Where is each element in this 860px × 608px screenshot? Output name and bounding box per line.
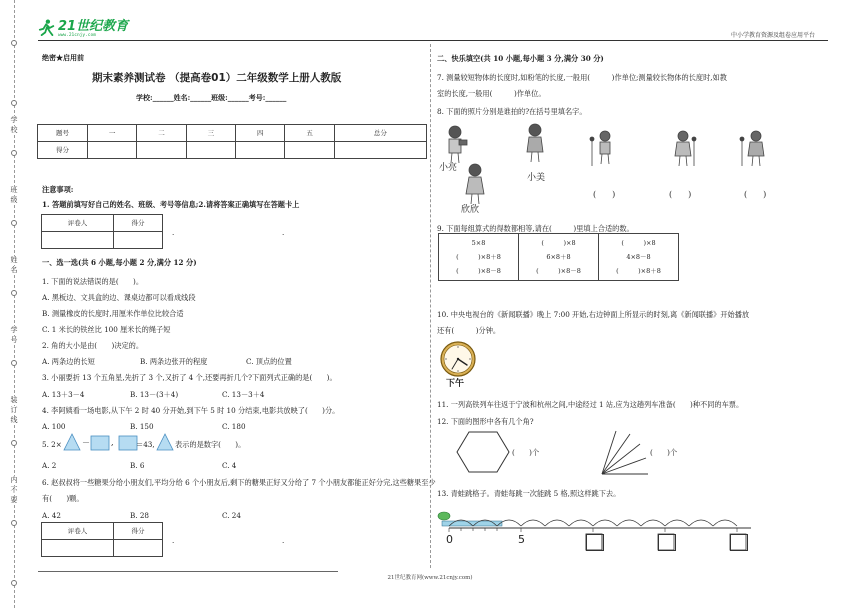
calc-expr[interactable]: ( )×8＋8 bbox=[616, 267, 661, 275]
triangle-shape bbox=[64, 434, 80, 450]
score-cell[interactable] bbox=[137, 142, 186, 159]
q8-photos bbox=[580, 126, 780, 176]
binding-line bbox=[14, 0, 15, 608]
footer-text: 21世纪教育网(www.21cnjy.com) bbox=[387, 575, 473, 581]
binding-text: 内 bbox=[10, 476, 18, 484]
grader-label: 评卷人 bbox=[42, 215, 114, 232]
calc-expr: 4×8－8 bbox=[626, 253, 651, 261]
q1-option-a: A. 黑板边、文具盒的边、课桌边都可以看成线段 bbox=[42, 293, 196, 302]
grader-score-cell[interactable] bbox=[113, 540, 162, 557]
score-table-header: 四 bbox=[236, 125, 285, 142]
question-8: 8. 下面的照片分别是谁拍的?在括号里填名字。 bbox=[437, 107, 587, 116]
binding-text: 订 bbox=[10, 406, 18, 414]
score-table-header: 一 bbox=[88, 125, 137, 142]
binding-text: 不 bbox=[10, 486, 18, 494]
hexagon-answer-blank[interactable]: ( )个 bbox=[512, 448, 540, 457]
question-12: 12. 下面的图形中各有几个角? bbox=[437, 417, 534, 426]
binding-text: 号 bbox=[10, 336, 18, 344]
header-rule bbox=[38, 40, 828, 41]
q1-option-b: B. 测量橡皮的长度时,用厘米作单位比较合适 bbox=[42, 309, 184, 318]
q3-option-a: A. 13＋3－4 bbox=[42, 390, 85, 399]
grader-label: 评卷人 bbox=[42, 523, 114, 540]
score-cell[interactable] bbox=[236, 142, 285, 159]
clock-caption: 下午 bbox=[446, 379, 465, 389]
q2-option-a: A. 两条边的长短 bbox=[42, 357, 95, 366]
binding-text: 名 bbox=[10, 266, 18, 274]
score-cell[interactable] bbox=[186, 142, 235, 159]
section-1-title: 一、选一选(共 6 小题,每小题 2 分,满分 12 分) bbox=[42, 258, 197, 267]
calc-expr[interactable]: ( )×8－8 bbox=[456, 267, 501, 275]
q4-option-b: B. 150 bbox=[130, 422, 154, 431]
calc-group bbox=[439, 234, 519, 281]
answer-box[interactable] bbox=[730, 534, 748, 551]
score-table bbox=[37, 124, 427, 159]
q3-option-c: C. 13－3＋4 bbox=[222, 390, 265, 399]
dot-mark: . bbox=[172, 536, 175, 545]
question-3: 3. 小丽要折 13 个五角星,先折了 3 个,又折了 4 个,还要再折几个?下面列式正确的是( )。 bbox=[42, 373, 337, 382]
q4-option-a: A. 100 bbox=[42, 422, 66, 431]
question-4: 4. 李阿姨看一场电影,从下午 2 时 40 分开始,到下午 5 时 10 分结束,电影共放映了( )分。 bbox=[42, 406, 340, 415]
q1-option-c: C. 1 米长的铁丝比 100 厘米长的绳子短 bbox=[42, 325, 171, 334]
column-divider bbox=[430, 44, 431, 568]
q5-option-a: A. 2 bbox=[42, 461, 57, 470]
logo-subtext: www.21cnjy.com bbox=[58, 33, 96, 38]
binding-hole bbox=[11, 220, 17, 226]
calc-expr: 6×8＋8 bbox=[546, 253, 571, 261]
binding-text: 校 bbox=[10, 126, 18, 134]
student-info: 学校:______姓名:______班级:______考号:______ bbox=[136, 93, 287, 102]
q6-option-a: A. 42 bbox=[42, 511, 61, 520]
grader-score-cell[interactable] bbox=[113, 232, 162, 249]
rays-answer-blank[interactable]: ( )个 bbox=[650, 448, 678, 457]
binding-text: 级 bbox=[10, 196, 18, 204]
score-table-header: 题号 bbox=[38, 125, 88, 142]
photo-answer-blank[interactable]: ( ) bbox=[744, 190, 767, 199]
name-xiaomei: 小美 bbox=[527, 173, 546, 183]
binding-text: 学 bbox=[10, 116, 18, 124]
binding-hole bbox=[11, 40, 17, 46]
grader-cell[interactable] bbox=[42, 232, 114, 249]
binding-hole bbox=[11, 100, 17, 106]
binding-text: 班 bbox=[10, 186, 18, 194]
binding-strip bbox=[0, 0, 28, 608]
answer-box[interactable] bbox=[586, 534, 604, 551]
dot-mark: . bbox=[172, 228, 175, 237]
q4-option-c: C. 180 bbox=[222, 422, 246, 431]
calc-group bbox=[599, 234, 679, 281]
q6-option-c: C. 24 bbox=[222, 511, 241, 520]
dot-mark: . bbox=[282, 228, 285, 237]
score-table-header: 总分 bbox=[334, 125, 426, 142]
score-cell[interactable] bbox=[285, 142, 334, 159]
hexagon-shape bbox=[455, 430, 511, 474]
answer-box[interactable] bbox=[658, 534, 676, 551]
binding-text: 姓 bbox=[10, 256, 18, 264]
calc-expr: 5×8 bbox=[471, 239, 486, 247]
q2-option-c: C. 顶点的位置 bbox=[246, 357, 292, 366]
q5-option-c: C. 4 bbox=[222, 461, 237, 470]
q6-option-b: B. 28 bbox=[130, 511, 149, 520]
calc-expr[interactable]: ( )×8 bbox=[621, 239, 656, 247]
question-5-prefix: 5. 2× bbox=[42, 440, 62, 449]
runner-logo-icon bbox=[38, 18, 56, 36]
minus-sign: － bbox=[82, 438, 90, 447]
logo bbox=[38, 16, 128, 38]
logo-text: 21世纪教育 bbox=[58, 18, 129, 34]
name-xiaoliang: 小亮 bbox=[439, 163, 458, 173]
grader-score-label: 得分 bbox=[113, 215, 162, 232]
ruler-label-0: 0 bbox=[446, 533, 453, 546]
question-5-mid: ＝43, bbox=[136, 440, 155, 449]
footer-rule bbox=[38, 571, 338, 572]
score-table-header: 五 bbox=[285, 125, 334, 142]
ruler-label-5: 5 bbox=[518, 533, 525, 546]
binding-text: 要 bbox=[10, 496, 18, 504]
binding-text: 线 bbox=[10, 416, 18, 424]
notice-1: 1. 答题前填写好自己的姓名、班级、考号等信息;2.请将答案正确填写在答题卡上 bbox=[42, 200, 300, 209]
question-11: 11. 一列高铁列车往返于宁波和杭州之间,中途经过 1 站,应为这趟列车准备( )种不同的车票。 bbox=[437, 400, 744, 409]
score-cell[interactable] bbox=[334, 142, 426, 159]
section-2-title: 二、快乐填空(共 10 小题,每小题 3 分,满分 30 分) bbox=[437, 54, 604, 63]
question-10-cont: 还有( )分钟。 bbox=[437, 326, 501, 335]
question-5-suffix: 表示的是数字( )。 bbox=[175, 440, 246, 449]
square-shape bbox=[119, 436, 137, 450]
secret-label: 绝密★启用前 bbox=[42, 53, 84, 62]
binding-hole bbox=[11, 290, 17, 296]
question-1: 1. 下面的说法错误的是( )。 bbox=[42, 277, 144, 286]
question-7-cont: 室的长度,一般用( )作单位。 bbox=[437, 89, 546, 98]
binding-text: 学 bbox=[10, 326, 18, 334]
score-table-header: 二 bbox=[137, 125, 186, 142]
question-2: 2. 角的大小是由( )决定的。 bbox=[42, 341, 144, 350]
calc-group bbox=[519, 234, 599, 281]
square-shape bbox=[91, 436, 109, 450]
grader-table-2 bbox=[41, 522, 163, 557]
grader-cell[interactable] bbox=[42, 540, 114, 557]
platform-label: 中小学教育资源及组卷应用平台 bbox=[730, 32, 815, 39]
binding-text: 装 bbox=[10, 396, 18, 404]
question-6: 6. 赵叔叔将一些糖果分给小朋友们,平均分给 6 个小朋友后,剩下的糖果正好又分给了 7 个小朋友都能正好分完,这些糖果至少 bbox=[42, 478, 436, 487]
triangle-shape-icon bbox=[156, 433, 176, 453]
comma-sign: , bbox=[111, 438, 114, 447]
clock-icon bbox=[438, 340, 478, 380]
calc-expr[interactable]: ( )×8 bbox=[541, 239, 576, 247]
binding-hole bbox=[11, 520, 17, 526]
notice-title: 注意事项: bbox=[42, 185, 74, 194]
calc-expr[interactable]: ( )×8＋8 bbox=[456, 253, 501, 261]
exam-title: 期末素养测试卷 （提高卷01）二年级数学上册人教版 bbox=[92, 72, 342, 84]
question-10: 10. 中央电视台的《新闻联播》晚上 7:00 开始,右边钟面上所显示的时刻,离《新闻联播》开始播放 bbox=[437, 310, 750, 319]
grader-table bbox=[41, 214, 163, 249]
q2-option-b: B. 两条边张开的程度 bbox=[140, 357, 208, 366]
dot-mark: . bbox=[282, 536, 285, 545]
photo-answer-blank[interactable]: ( ) bbox=[593, 190, 616, 199]
q3-option-b: B. 13－(3＋4) bbox=[130, 390, 179, 399]
question-9: 9. 下面每组算式的得数都相等,请在( )里填上合适的数。 bbox=[437, 224, 634, 233]
question-13: 13. 青蛙跳格子。青蛙每跳一次能跳 5 格,照这样跳下去。 bbox=[437, 489, 621, 498]
binding-hole bbox=[11, 360, 17, 366]
calc-expr[interactable]: ( )×8－8 bbox=[536, 267, 581, 275]
photo-answer-blank[interactable]: ( ) bbox=[669, 190, 692, 199]
score-cell[interactable] bbox=[88, 142, 137, 159]
question-7: 7. 测量较短物体的长度时,如粉笔的长度,一般用( )作单位;测量较长物体的长度时,如教 bbox=[437, 73, 727, 82]
rays-shape bbox=[600, 430, 650, 476]
score-row-label: 得分 bbox=[38, 142, 88, 159]
binding-hole bbox=[11, 150, 17, 156]
name-xinxin: 欣欣 bbox=[461, 205, 480, 215]
score-table-header: 三 bbox=[186, 125, 235, 142]
q5-option-b: B. 6 bbox=[130, 461, 145, 470]
binding-hole bbox=[11, 440, 17, 446]
q9-calc-table bbox=[438, 233, 679, 281]
question-6-cont: 有( )颗。 bbox=[42, 494, 84, 503]
grader-score-label: 得分 bbox=[113, 523, 162, 540]
